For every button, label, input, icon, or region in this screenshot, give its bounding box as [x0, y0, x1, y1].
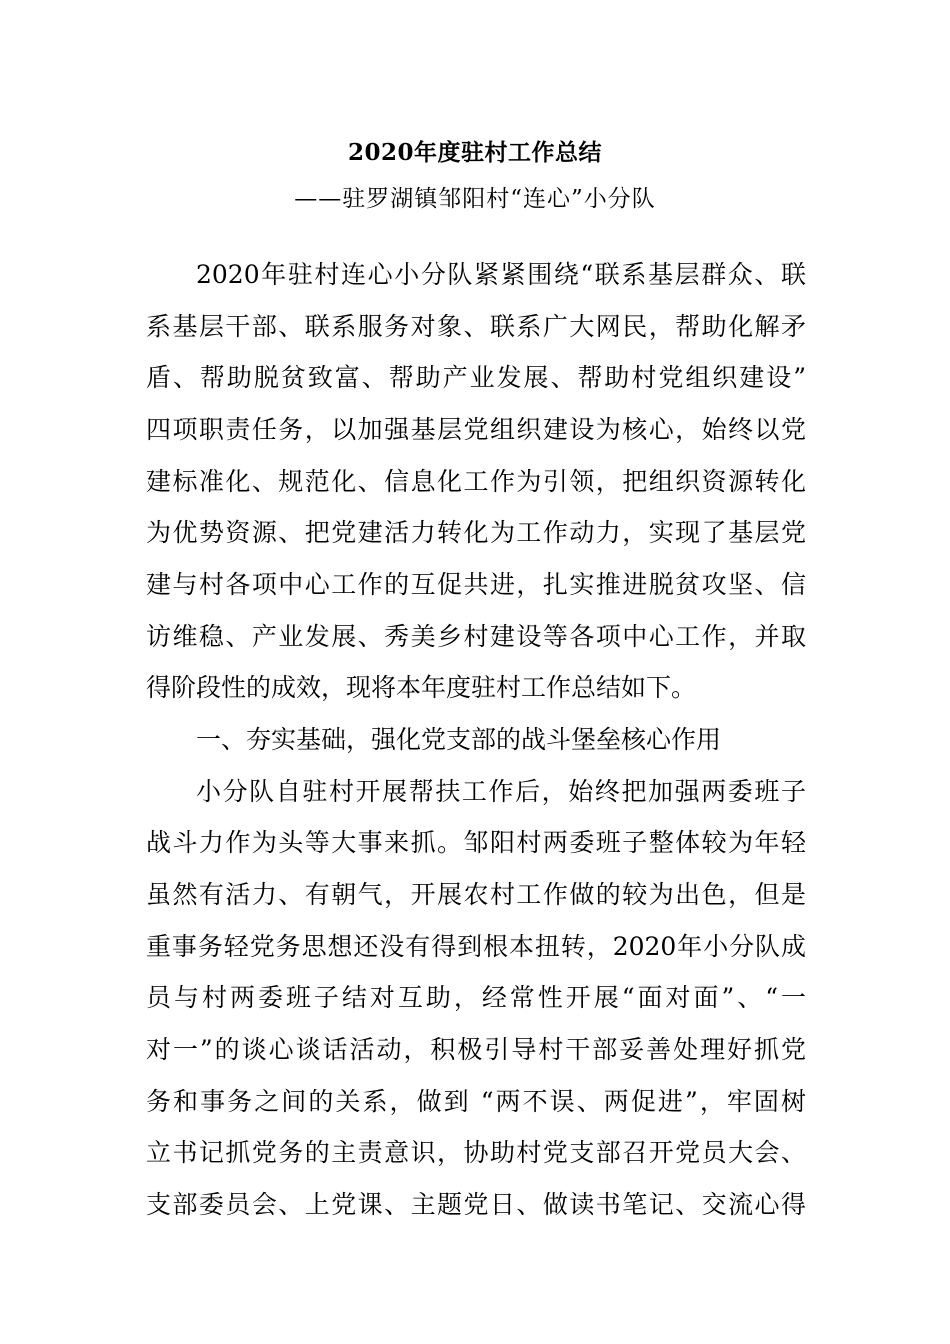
paragraph-line: 支部委员会、上党课、主题党日、做读书笔记、交流心得 [146, 1190, 806, 1219]
document-subtitle: ——驻罗湖镇邹阳村“连心”小分队 [294, 186, 656, 212]
paragraph-line: 战斗力作为头等大事来抓。邹阳村两委班子整体较为年轻 [146, 828, 806, 857]
document-title: 2020年度驻村工作总结 [347, 139, 602, 166]
paragraph-line: 小分队自驻村开展帮扶工作后，始终把加强两委班子 [196, 777, 806, 806]
paragraph-line: 系基层干部、联系服务对象、联系广大网民，帮助化解矛 [146, 312, 806, 341]
paragraph-line: 重事务轻党务思想还没有得到根本扭转，2020年小分队成 [146, 932, 806, 961]
section-heading: 一、夯实基础，强化党支部的战斗堡垒核心作用 [196, 725, 722, 754]
paragraph-line: 员与村两委班子结对互助，经常性开展“面对面”、“一 [146, 983, 806, 1012]
paragraph-line: 务和事务之间的关系，做到 “两不误、两促进”，牢固树 [146, 1087, 806, 1116]
paragraph-line: 立书记抓党务的主责意识，协助村党支部召开党员大会、 [146, 1138, 806, 1167]
paragraph-line: 为优势资源、把党建活力转化为工作动力，实现了基层党 [146, 518, 806, 547]
paragraph-line: 虽然有活力、有朝气，开展农村工作做的较为出色，但是 [146, 880, 806, 909]
paragraph-line: 访维稳、产业发展、秀美乡村建设等各项中心工作，并取 [146, 622, 806, 651]
paragraph-line: 建与村各项中心工作的互促共进，扎实推进脱贫攻坚、信 [146, 570, 806, 599]
paragraph-line: 四项职责任务，以加强基层党组织建设为核心，始终以党 [146, 415, 806, 444]
paragraph-line: 对一”的谈心谈话活动，积极引导村干部妥善处理好抓党 [146, 1035, 806, 1064]
paragraph-line: 盾、帮助脱贫致富、帮助产业发展、帮助村党组织建设” [146, 363, 806, 392]
paragraph-line: 2020年驻村连心小分队紧紧围绕“联系基层群众、联 [196, 260, 806, 289]
paragraph-line: 得阶段性的成效，现将本年度驻村工作总结如下。 [146, 673, 697, 702]
paragraph-line: 建标准化、规范化、信息化工作为引领，把组织资源转化 [146, 467, 806, 496]
